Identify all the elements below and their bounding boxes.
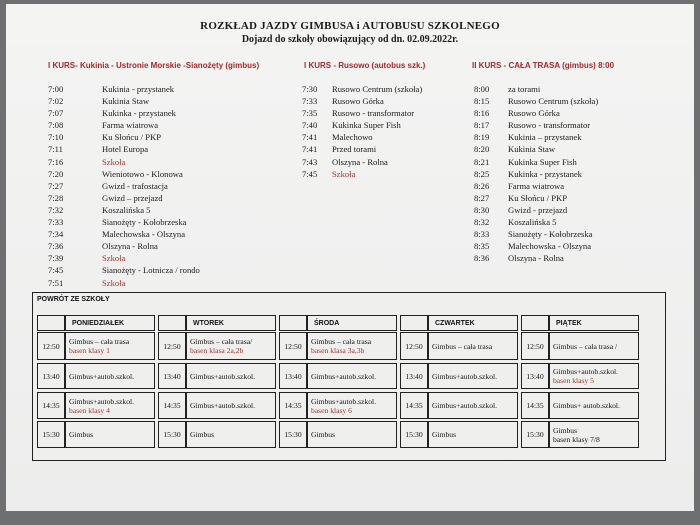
stop-row (474, 240, 598, 252)
stop-time: 7:40 (302, 120, 318, 131)
entry-route: Gimbus (311, 430, 336, 439)
stop-name: Szkoła (102, 253, 126, 264)
stop-name: Gwizd – przejazd (102, 192, 163, 203)
entry-route: Gimbus – cała trasa (432, 341, 493, 351)
departure-entry (549, 392, 639, 419)
course-2-stop-list (302, 83, 422, 180)
stop-name: Kukinka - przystanek (508, 168, 582, 179)
entry-note: basen klasy 6 (311, 405, 352, 415)
stop-time: 7:30 (302, 84, 318, 94)
stop-name: Rusowo Centrum (szkoła) (332, 84, 423, 94)
entry-route: Gimbus (69, 430, 94, 439)
stop-row (474, 95, 598, 107)
entry-route: Gimbus+autob.szkol. (69, 371, 135, 381)
stop-name: Farma wiatrowa (102, 120, 159, 131)
stop-name: Rusowo - transformator (332, 108, 415, 119)
departure-entry (65, 363, 155, 389)
stop-name: Kukinia Staw (508, 144, 556, 155)
stop-time: 8:30 (474, 204, 490, 215)
stop-name: Olszyna - Rolna (102, 241, 158, 252)
entry-route: Gimbus+autob.szkol. (311, 371, 377, 381)
stop-row (48, 156, 200, 168)
departure-time: 15:30 (521, 421, 549, 448)
entry-route: Gimbus – cała trasa / (553, 341, 618, 351)
stop-row (48, 216, 200, 228)
page-title: ROZKŁAD JAZDY GIMBUSA i AUTOBUSU SZKOLNEGO (200, 20, 500, 32)
course-3-stop-list (474, 83, 598, 264)
entry-note: basen klasy 1 (69, 346, 110, 355)
stop-name: Gwizd - przejazd (508, 204, 568, 215)
departure-entry (186, 392, 276, 419)
stop-row (302, 119, 422, 131)
departure-time: 14:35 (400, 392, 428, 419)
stop-name: Olszyna - Rolna (332, 156, 388, 167)
stop-row (474, 204, 598, 216)
entry-note: basen klasy 4 (69, 405, 110, 415)
stop-row (302, 143, 422, 155)
stop-row (48, 119, 200, 131)
stop-time: 8:33 (474, 229, 490, 240)
stop-row (474, 228, 598, 240)
course-1-stop-list (48, 83, 200, 289)
return-schedule-title: POWRÓT ZE SZKOŁY (37, 296, 110, 303)
stop-time: 7:16 (48, 156, 64, 167)
stop-name: Farma wiatrowa (508, 180, 565, 191)
stop-name: Kukinka Super Fish (332, 120, 401, 131)
departure-entry (307, 421, 397, 448)
departure-entry (549, 421, 639, 448)
entry-route: Gimbus – cała trasa (69, 337, 130, 346)
departure-entry (549, 332, 639, 360)
departure-time: 15:30 (400, 421, 428, 448)
stop-time: 8:36 (474, 253, 490, 264)
stop-row (302, 107, 422, 119)
departure-time: 13:40 (521, 363, 549, 389)
stop-time: 7:41 (302, 144, 318, 155)
departure-time: 13:40 (279, 363, 307, 389)
stop-time: 7:39 (48, 253, 64, 264)
stop-row (48, 192, 200, 204)
entry-route: Gimbus+autob.szkol. (190, 401, 256, 410)
entry-route: Gimbus – cała trasa (311, 337, 372, 346)
departure-entry (307, 392, 397, 419)
departure-time: 14:35 (37, 392, 65, 419)
return-schedule-table (32, 292, 666, 461)
stop-name: Sianożęty - Lotnicza / rondo (102, 265, 200, 276)
departure-time: 12:50 (279, 332, 307, 360)
departure-entry (65, 332, 155, 360)
stop-time: 8:16 (474, 108, 490, 119)
stop-time: 7:45 (302, 168, 318, 179)
stop-row (474, 83, 598, 95)
day-header: WTOREK (186, 315, 276, 331)
entry-note: basen klasy 7/8 (553, 434, 600, 444)
stop-name: Kukinka - przystanek (102, 108, 176, 119)
stop-name: Szkoła (332, 168, 356, 179)
stop-time: 7:20 (48, 168, 64, 179)
departure-time: 13:40 (400, 363, 428, 389)
stop-row (474, 156, 598, 168)
page-subtitle: Dojazd do szkoły obowiązujący od dn. 02.09.2022r. (241, 34, 459, 45)
stop-row (474, 119, 598, 131)
stop-name: Rusowo Centrum (szkoła) (508, 96, 599, 107)
stop-row (474, 168, 598, 180)
stop-time: 8:21 (474, 156, 490, 167)
stop-name: Malechowska - Olszyna (102, 229, 186, 240)
stop-time: 7:10 (48, 132, 64, 143)
stop-row (474, 143, 598, 155)
departure-entry (307, 363, 397, 389)
stop-time: 8:35 (474, 241, 490, 252)
stop-time: 8:17 (474, 120, 490, 131)
stop-row (48, 228, 200, 240)
entry-route: Gimbus+autob.szkol. (311, 396, 377, 406)
stop-name: za torami (508, 84, 541, 94)
stop-time: 8:19 (474, 132, 490, 143)
day-header: ŚRODA (307, 315, 397, 331)
stop-row (48, 107, 200, 119)
stop-time: 7:35 (302, 108, 318, 119)
departure-entry (65, 392, 155, 419)
stop-name: Wieniotowo - Klonowa (102, 168, 183, 179)
stop-row (48, 204, 200, 216)
departure-entry (549, 363, 639, 389)
departure-entry (65, 421, 155, 448)
entry-route: Gimbus – cała trasa/ (190, 337, 253, 346)
stop-name: Hotel Europa (102, 144, 149, 155)
stop-name: Gwizd - trafostacja (102, 180, 168, 191)
stop-time: 7:02 (48, 96, 64, 107)
stop-time: 8:32 (474, 217, 490, 228)
stop-name: Ku Słońcu / PKP (102, 132, 161, 143)
stop-name: Kukinia - przystanek (102, 84, 175, 94)
day-header: PIĄTEK (549, 315, 639, 331)
departure-entry (428, 421, 518, 448)
stop-name: Koszalińska 5 (102, 204, 151, 215)
day-header-spacer (400, 315, 428, 331)
stop-row (48, 168, 200, 180)
stop-name: Sianożęty - Kołobrzeska (508, 229, 593, 240)
stop-time: 7:00 (48, 84, 64, 94)
course-2-heading: I KURS - Rusowo (autobus szk.) (304, 61, 426, 70)
stop-name: Kukinka Super Fish (508, 156, 577, 167)
departure-time: 14:35 (521, 392, 549, 419)
entry-route: Gimbus+autob.szkol. (190, 371, 256, 381)
stop-row (302, 168, 422, 180)
entry-route: Gimbus (553, 425, 578, 435)
course-1-heading: I KURS- Kukinia - Ustronie Morskie -Sianożęty (gimbus) (48, 61, 260, 70)
stop-row (474, 192, 598, 204)
stop-row (48, 83, 200, 95)
entry-route: Gimbus+autob.szkol. (553, 367, 619, 376)
departure-time: 12:50 (400, 332, 428, 360)
stop-time: 8:26 (474, 180, 490, 191)
stop-name: Rusowo Górka (332, 96, 384, 107)
departure-time: 15:30 (279, 421, 307, 448)
entry-note: basen klasa 2a,2b (190, 346, 244, 355)
stop-row (48, 180, 200, 192)
day-header: CZWARTEK (428, 315, 518, 331)
entry-route: Gimbus+autob.szkol. (432, 371, 498, 381)
stop-name: Olszyna - Rolna (508, 253, 564, 264)
departure-entry (186, 363, 276, 389)
stop-time: 7:41 (302, 132, 318, 143)
stop-row (48, 252, 200, 264)
stop-time: 7:08 (48, 120, 64, 131)
stop-name: Szkoła (102, 156, 126, 167)
departure-entry (428, 392, 518, 419)
departure-time: 14:35 (279, 392, 307, 419)
stop-row (48, 131, 200, 143)
stop-row (474, 216, 598, 228)
entry-route: Gimbus+autob.szkol. (432, 401, 498, 410)
departure-time: 15:30 (158, 421, 186, 448)
stop-time: 7:27 (48, 180, 64, 191)
entry-note: basen klasy 5 (553, 376, 594, 385)
stop-time: 7:11 (48, 144, 63, 155)
departure-entry (428, 363, 518, 389)
stop-time: 8:20 (474, 144, 490, 155)
stop-name: Kukinia – przystanek (508, 132, 582, 143)
stop-row (474, 252, 598, 264)
stop-name: Ku Słońcu / PKP (508, 192, 567, 203)
stop-time: 7:32 (48, 204, 64, 215)
stop-name: Malechowo (332, 132, 373, 143)
stop-time: 7:34 (48, 229, 64, 240)
stop-name: Rusowo Górka (508, 108, 560, 119)
stop-time: 7:45 (48, 265, 64, 276)
stop-name: Malechowska - Olszyna (508, 241, 592, 252)
stop-name: Szkoła (102, 277, 126, 288)
stop-time: 8:15 (474, 96, 490, 107)
stop-row (48, 95, 200, 107)
entry-note: basen klasa 3a,3b (311, 346, 365, 355)
departure-entry (186, 332, 276, 360)
entry-route: Gimbus+autob.szkol. (69, 396, 135, 406)
stop-time: 8:00 (474, 84, 490, 94)
entry-route: Gimbus (432, 430, 457, 439)
departure-time: 15:30 (37, 421, 65, 448)
stop-time: 7:33 (302, 96, 318, 107)
departure-time: 12:50 (521, 332, 549, 360)
stop-row (474, 180, 598, 192)
departure-time: 14:35 (158, 392, 186, 419)
entry-route: Gimbus (190, 430, 215, 439)
day-header-spacer (521, 315, 549, 331)
day-header-spacer (158, 315, 186, 331)
departure-entry (186, 421, 276, 448)
day-header: PONIEDZIAŁEK (65, 315, 155, 331)
stop-row (302, 83, 422, 95)
stop-row (302, 156, 422, 168)
stop-time: 7:33 (48, 217, 64, 228)
stop-name: Sianożęty - Kołobrzeska (102, 217, 187, 228)
stop-name: Rusowo - transformator (508, 120, 591, 131)
stop-row (302, 131, 422, 143)
day-header-spacer (37, 315, 65, 331)
departure-time: 13:40 (158, 363, 186, 389)
stop-name: Koszalińska 5 (508, 217, 557, 228)
stop-time: 7:07 (48, 108, 64, 119)
stop-time: 7:51 (48, 277, 64, 288)
departure-time: 13:40 (37, 363, 65, 389)
entry-route: Gimbus+ autob.szkol. (553, 401, 620, 410)
day-header-spacer (279, 315, 307, 331)
stop-time: 8:27 (474, 192, 490, 203)
stop-time: 7:43 (302, 156, 318, 167)
stop-row (474, 107, 598, 119)
departure-time: 12:50 (158, 332, 186, 360)
stop-row (474, 131, 598, 143)
stop-row (48, 143, 200, 155)
stop-row (302, 95, 422, 107)
departure-entry (307, 332, 397, 360)
stop-name: Kukinia Staw (102, 96, 150, 107)
departure-time: 12:50 (37, 332, 65, 360)
stop-row (48, 277, 200, 289)
course-3-heading: II KURS - CAŁA TRASA (gimbus) 8:00 (472, 61, 615, 70)
stop-time: 7:36 (48, 241, 64, 252)
departure-entry (428, 332, 518, 360)
stop-time: 8:25 (474, 168, 490, 179)
stop-time: 7:28 (48, 192, 64, 203)
stop-name: Przed torami (332, 144, 377, 155)
stop-row (48, 240, 200, 252)
stop-row (48, 264, 200, 276)
